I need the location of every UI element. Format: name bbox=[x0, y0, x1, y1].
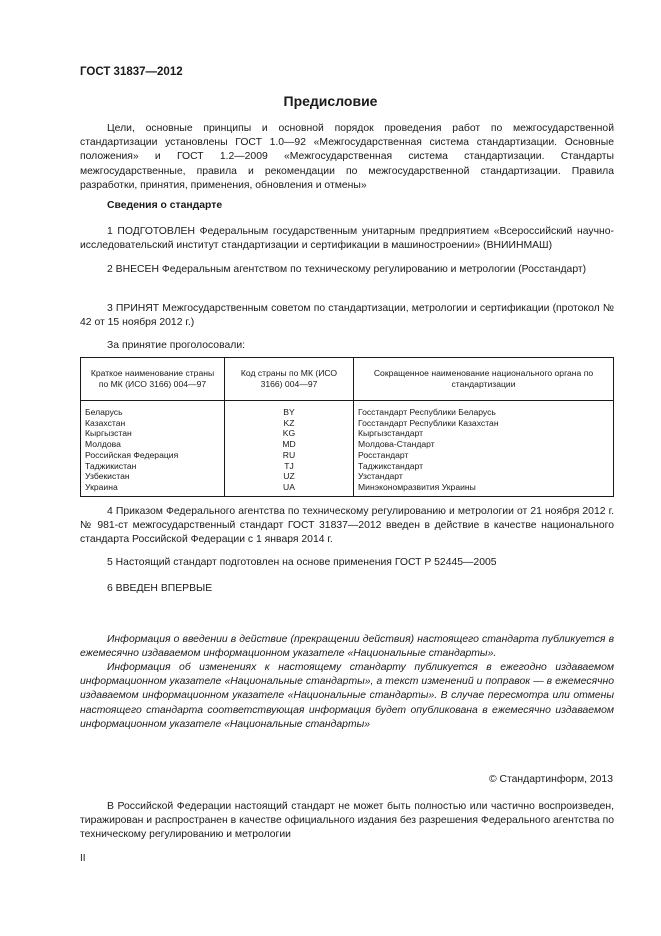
country-cell: Российская Федерация bbox=[81, 450, 225, 461]
code-cell: KZ bbox=[225, 418, 354, 429]
country-cell: Кыргызстан bbox=[81, 428, 225, 439]
voted-label: За принятие проголосовали: bbox=[107, 340, 246, 351]
notice-paragraph-2: Информация об изменениях к настоящему стандарту публикуется в ежегодно издаваемом информационном указателе «Национальные стандарты», а текст изменений и поправок — в ежемесячно издаваемом информационном указателе «Национальные стандарты». В случае пересмотра или отмены настоящего стандарта соответствующая информация будет опубликована в ежемесячно издаваемом информационном указателе «Национальные стандарты» bbox=[80, 662, 614, 730]
info-item-4: 4 Приказом Федерального агентства по техническому регулированию и метрологии от 21 ноября 2012 г. № 981-ст межгосударственный стандарт ГОСТ 31837—2012 введен в действие в качестве национального стандарта Российской Федерации с 1 января 2014 г. bbox=[80, 506, 614, 546]
body-cell: Молдова-Стандарт bbox=[354, 439, 614, 450]
voting-table bbox=[80, 357, 614, 497]
info-item-6: 6 ВВЕДЕН ВПЕРВЫЕ bbox=[107, 583, 213, 594]
body-cell: Узстандарт bbox=[354, 471, 614, 482]
info-item-2: 2 ВНЕСЕН Федеральным агентством по техническому регулированию и метрологии (Росстандарт) bbox=[107, 264, 587, 275]
code-cell: KG bbox=[225, 428, 354, 439]
page-number: II bbox=[80, 853, 86, 864]
notice-paragraph-1: Информация о введении в действие (прекращении действия) настоящего стандарта публикуется в ежемесячно издаваемом информационном указателе «Национальные стандарты». bbox=[80, 634, 614, 660]
table-row bbox=[81, 482, 614, 496]
country-cell: Украина bbox=[81, 482, 225, 496]
code-cell: MD bbox=[225, 439, 354, 450]
code-cell: RU bbox=[225, 450, 354, 461]
body-cell: Таджикстандарт bbox=[354, 461, 614, 472]
table-row bbox=[81, 439, 614, 450]
copyright-notice: © Стандартинформ, 2013 bbox=[488, 774, 613, 785]
foreword-intro: Цели, основные принципы и основной порядок проведения работ по межгосударственной стандартизации установлены ГОСТ 1.0—92 «Межгосударственная система стандартизации. Основные положения» и ГОСТ 1.2—2009 «Межгосударственная система стандартизации. Стандарты межгосударственные, правила и рекомендации по межгосударственной стандартизации. Правила разработки, принятия, применения, обновления и отмены» bbox=[80, 123, 614, 191]
info-item-3: 3 ПРИНЯТ Межгосударственным советом по стандартизации, метрологии и сертификации (протокол № 42 от 15 ноября 2012 г.) bbox=[80, 303, 614, 329]
country-cell: Таджикистан bbox=[81, 461, 225, 472]
country-cell: Узбекистан bbox=[81, 471, 225, 482]
info-item-5: 5 Настоящий стандарт подготовлен на основе применения ГОСТ Р 52445—2005 bbox=[107, 557, 497, 568]
body-cell: Госстандарт Республики Беларусь bbox=[354, 401, 614, 418]
page-title: Предисловие bbox=[283, 93, 378, 109]
table-header-body: Сокращенное наименование национального органа по стандартизации bbox=[354, 358, 614, 401]
body-cell: Минэкономразвития Украины bbox=[354, 482, 614, 496]
info-item-1: 1 ПОДГОТОВЛЕН Федеральным государственным унитарным предприятием «Всероссийский научно-исследовательский институт стандартизации и сертификации в машиностроении» (ВНИИНМАШ) bbox=[80, 226, 614, 252]
body-cell: Госстандарт Республики Казахстан bbox=[354, 418, 614, 429]
body-cell: Кыргызстандарт bbox=[354, 428, 614, 439]
country-cell: Казахстан bbox=[81, 418, 225, 429]
country-cell: Беларусь bbox=[81, 401, 225, 418]
table-header-country: Краткое наименование страны по МК (ИСО 3166) 004—97 bbox=[81, 358, 225, 401]
country-cell: Молдова bbox=[81, 439, 225, 450]
code-cell: UZ bbox=[225, 471, 354, 482]
document-header: ГОСТ 31837—2012 bbox=[80, 66, 183, 78]
body-cell: Росстандарт bbox=[354, 450, 614, 461]
code-cell: BY bbox=[225, 401, 354, 418]
rights-statement: В Российской Федерации настоящий стандарт не может быть полностью или частично воспроизведен, тиражирован и распространен в качестве официального издания без разрешения Федерального агентства по техническому регулированию и метрологии bbox=[80, 801, 614, 841]
table-row bbox=[81, 471, 614, 482]
table-row bbox=[81, 461, 614, 472]
code-cell: UA bbox=[225, 482, 354, 496]
table-row bbox=[81, 450, 614, 461]
code-cell: TJ bbox=[225, 461, 354, 472]
table-row bbox=[81, 401, 614, 418]
info-heading: Сведения о стандарте bbox=[107, 200, 223, 211]
table-header-code: Код страны по МК (ИСО 3166) 004—97 bbox=[225, 358, 354, 401]
table-row bbox=[81, 418, 614, 429]
table-row bbox=[81, 428, 614, 439]
table-header-row bbox=[81, 358, 614, 401]
